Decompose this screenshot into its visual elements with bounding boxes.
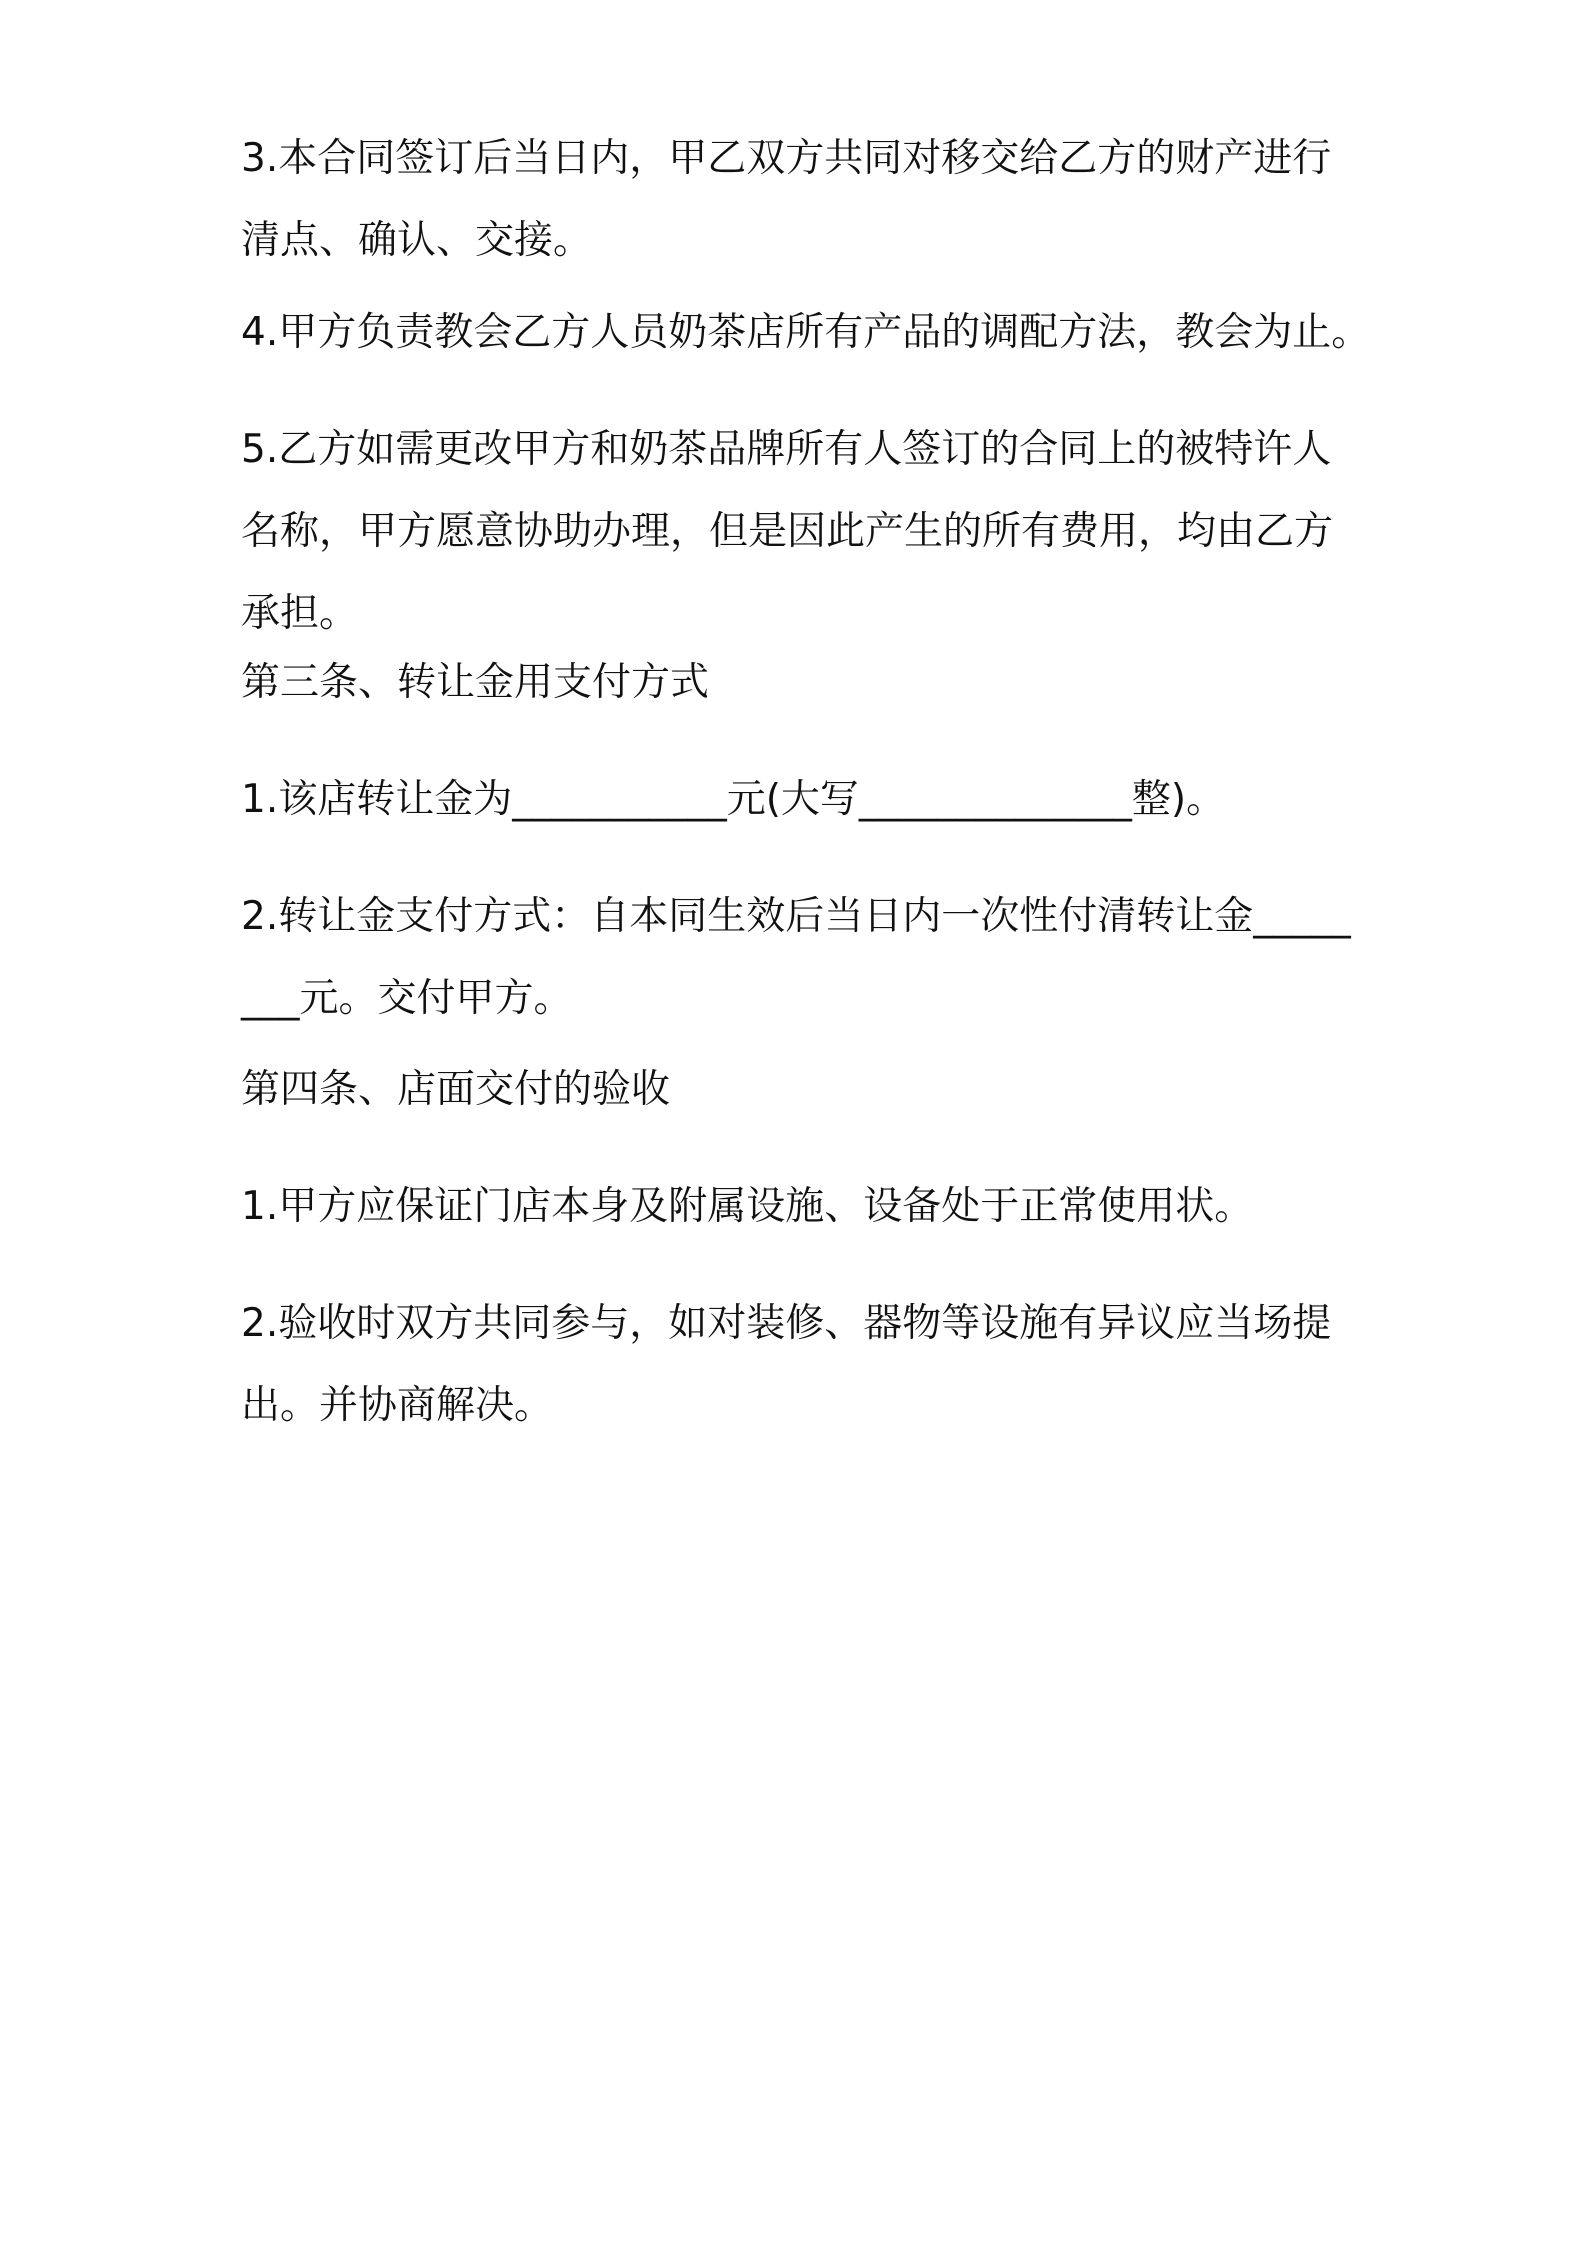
section-heading-article-4: 第四条、店面交付的验收 [241,1067,671,1112]
clause-2-item-5: 5.乙方如需更改甲方和奶茶品牌所有人签订的合同上的被特许人名称，甲方愿意协助办理，但是因此产生的所有费用，均由乙方承担。 [241,427,1334,636]
clause-2-item-4: 4.甲方负责教会乙方人员奶茶店所有产品的调配方法，教会为止。 [241,310,1371,355]
section-heading-article-3: 第三条、转让金用支付方式 [241,660,710,705]
clause-3-item-2: 2.转让金支付方式：自本同生效后当日内一次性付清转让金________元。交付甲方。 [241,894,1351,1021]
clause-4-item-2: 2.验收时双方共同参与，如对装修、器物等设施有异议应当场提出。并协商解决。 [241,1301,1332,1428]
clause-2-item-3: 3.本合同签订后当日内，甲乙双方共同对移交给乙方的财产进行清点、确认、交接。 [241,136,1332,263]
clause-3-item-1: 1.该店转让金为___________元(大写______________整)。 [241,777,1226,822]
clause-4-item-1: 1.甲方应保证门店本身及附属设施、设备处于正常使用状。 [241,1184,1254,1229]
